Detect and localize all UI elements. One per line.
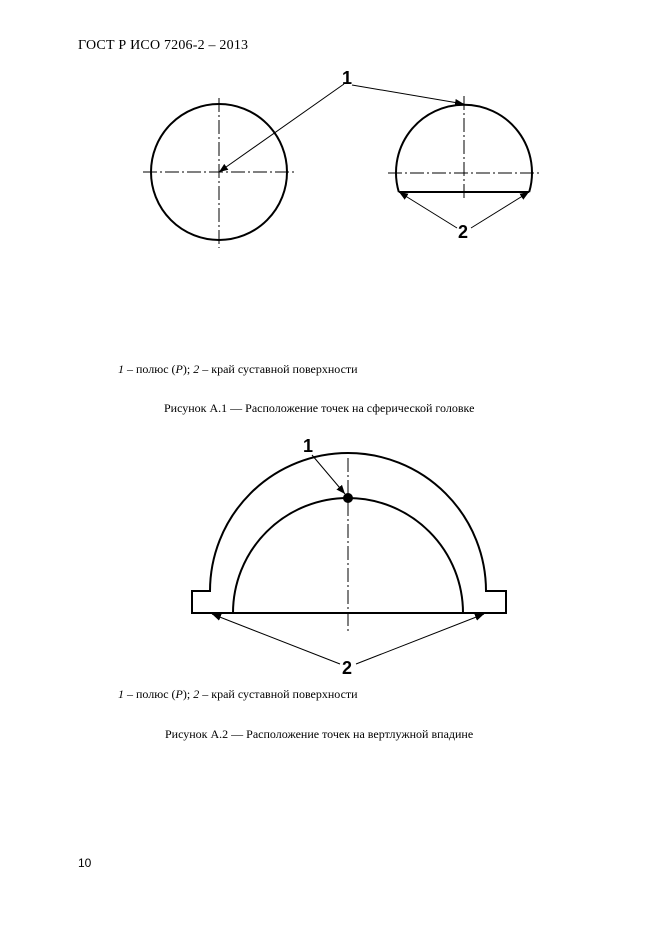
page-number: 10 <box>78 856 92 870</box>
document-header: ГОСТ Р ИСО 7206-2 – 2013 <box>78 38 249 53</box>
figure-1-drawing <box>0 0 661 300</box>
leader-1-to-right-pole <box>352 85 464 104</box>
leader-1-to-left-pole <box>219 84 344 172</box>
fig1-legend: 1 – полюс (P); 2 – край суставной поверхности <box>118 362 358 376</box>
fig2-label-2: 2 <box>342 658 353 678</box>
acetabular-shell-outer <box>192 453 506 613</box>
leader-2-right-fig2 <box>356 614 484 664</box>
fig1-label-2: 2 <box>458 222 469 242</box>
leader-1-to-pole <box>312 455 345 494</box>
fig1-label-1: 1 <box>342 68 353 88</box>
fig2-legend: 1 – полюс (P); 2 – край суставной поверхности <box>118 687 358 701</box>
figure-2-drawing <box>0 430 661 680</box>
pole-point <box>343 493 353 503</box>
leader-2-right <box>471 192 529 228</box>
leader-2-left <box>399 192 457 228</box>
leader-2-left-fig2 <box>212 614 340 664</box>
fig2-label-1: 1 <box>303 436 314 456</box>
